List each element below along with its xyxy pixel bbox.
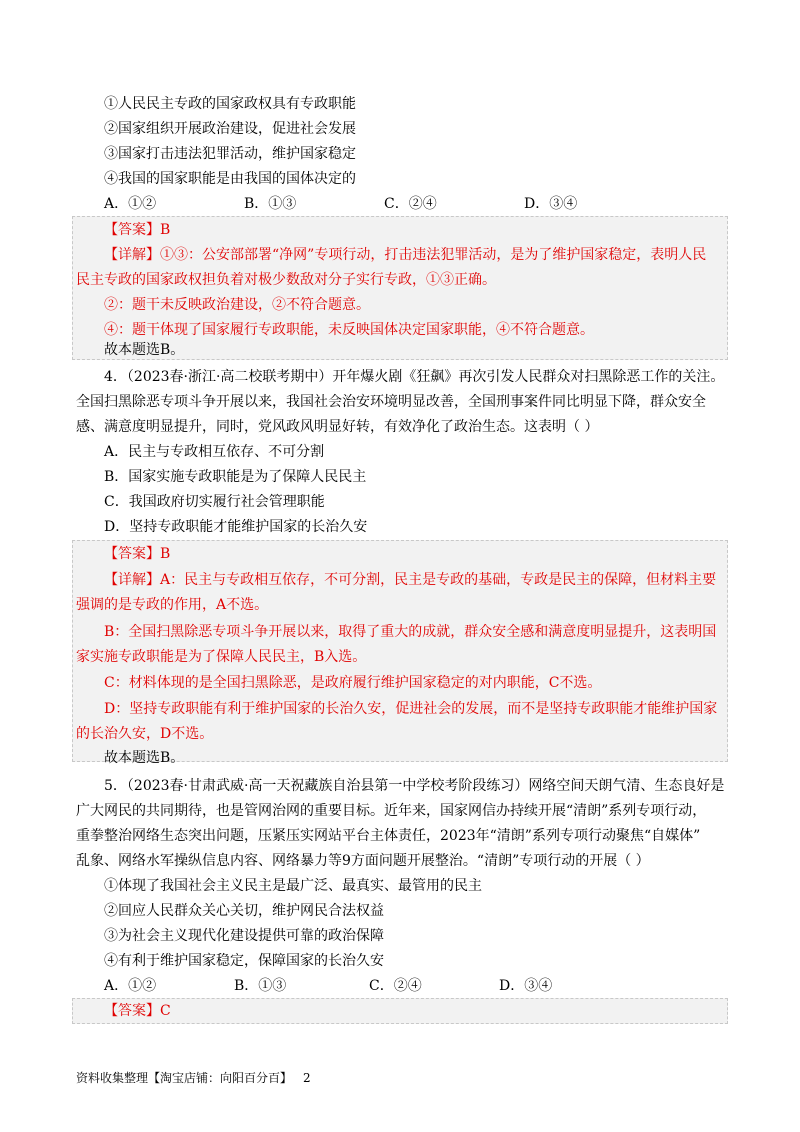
q4-detail-line-7: 的长治久安，D不选。 [76, 726, 214, 742]
q4-stem-line-1: 4．（2023春·浙江·高二校联考期中）开年爆火剧《狂飙》再次引发人民群众对扫黑除恶工作的关注。 [104, 369, 725, 385]
q3-statement-3: ③国家打击违法犯罪活动，维护国家稳定 [104, 146, 356, 162]
q3-detail-line-4: ④：题干体现了国家履行专政职能，未反映国体决定国家职能，④不符合题意。 [104, 322, 594, 338]
q4-detail-line-3: B：全国扫黑除恶专项斗争开展以来，取得了重大的成就，群众安全感和满意度明显提升，这表明国 [104, 624, 717, 640]
q4-detail-line-2: 强调的是专政的作用，A不选。 [76, 597, 269, 613]
q4-option-d: D．坚持专政职能才能维护国家的长治久安 [104, 519, 368, 535]
q3-option-a: A．①② [104, 196, 157, 212]
q4-detail-line-4: 家实施专政职能是为了保障人民民主，B入选。 [76, 649, 367, 665]
q3-conclusion: 故本题选B。 [104, 342, 185, 358]
q4-detail-line-5: C：材料体现的是全国扫黑除恶，是政府履行维护国家稳定的对内职能，C不选。 [104, 675, 602, 691]
q3-statement-2: ②国家组织开展政治建设，促进社会发展 [104, 121, 356, 137]
q3-detail-line-2: 民主专政的国家政权担负着对极少数敌对分子实行专政，①③正确。 [76, 272, 496, 288]
q5-option-b: B．①③ [234, 978, 287, 994]
q4-detail-line-6: D：坚持专政职能有利于维护国家的长治久安，促进社会的发展，而不是坚持专政职能才能维护国家 [104, 701, 718, 717]
q4-option-b: B．国家实施专政职能是为了保障人民民主 [104, 469, 367, 485]
q3-detail-line-3: ②：题干未反映政治建设，②不符合题意。 [104, 297, 370, 313]
q5-statement-1: ①体现了我国社会主义民主是最广泛、最真实、最管用的民主 [104, 878, 482, 894]
q5-option-d: D．③④ [499, 978, 553, 994]
q5-option-c: C．②④ [369, 978, 422, 994]
q3-option-c: C．②④ [384, 196, 437, 212]
q5-stem-line-4: 乱象、网络水军操纵信息内容、网络暴力等9方面问题开展整治。“清朗”专项行动的开展（ ） [76, 853, 650, 869]
q3-statement-1: ①人民民主专政的国家政权具有专政职能 [104, 96, 356, 112]
q5-statement-2: ②回应人民群众关心关切，维护网民合法权益 [104, 903, 384, 919]
q5-option-a: A．①② [104, 978, 157, 994]
q3-answer: 【答案】B [104, 222, 171, 238]
q4-option-c: C．我国政府切实履行社会管理职能 [104, 494, 325, 510]
q3-detail-line-1: 【详解】①③：公安部部署“净网”专项行动，打击违法犯罪活动，是为了维护国家稳定，表明人民 [104, 247, 707, 263]
q3-option-d: D．③④ [524, 196, 578, 212]
page-number: 2 [303, 1071, 311, 1085]
q4-stem-line-2: 全国扫黑除恶专项斗争开展以来，我国社会治安环境明显改善，全国刑事案件同比明显下降，群众安全 [76, 394, 706, 410]
q5-stem-line-1: 5．（2023春·甘肃武威·高一天祝藏族自治县第一中学校考阶段练习）网络空间天朗气清、生态良好是 [104, 778, 725, 794]
q4-detail-line-1: 【详解】A：民主与专政相互依存，不可分割，民主是专政的基础，专政是民主的保障，但材料主要 [104, 572, 717, 588]
q3-statement-4: ④我国的国家职能是由我国的国体决定的 [104, 171, 356, 187]
q4-option-a: A．民主与专政相互依存、不可分割 [104, 444, 325, 460]
footer-text: 资料收集整理【淘宝店铺：向阳百分百】 [76, 1071, 293, 1085]
q5-stem-line-2: 广大网民的共同期待，也是管网治网的重要目标。近年来，国家网信办持续开展“清朗”系列专项行动， [76, 803, 707, 819]
q3-option-b: B．①③ [244, 196, 297, 212]
q5-answer: 【答案】C [104, 1003, 171, 1019]
q4-conclusion: 故本题选B。 [104, 750, 185, 766]
q5-statement-3: ③为社会主义现代化建设提供可靠的政治保障 [104, 928, 384, 944]
q5-statement-4: ④有利于维护国家稳定，保障国家的长治久安 [104, 953, 384, 969]
q4-stem-line-3: 感、满意度明显提升，同时，党风政风明显好转，有效净化了政治生态。这表明（ ） [76, 419, 599, 435]
q5-stem-line-3: 重拳整治网络生态突出问题，压紧压实网站平台主体责任，2023年“清朗”系列专项行动聚焦“自媒体” [76, 828, 701, 844]
q4-answer: 【答案】B [104, 546, 171, 562]
